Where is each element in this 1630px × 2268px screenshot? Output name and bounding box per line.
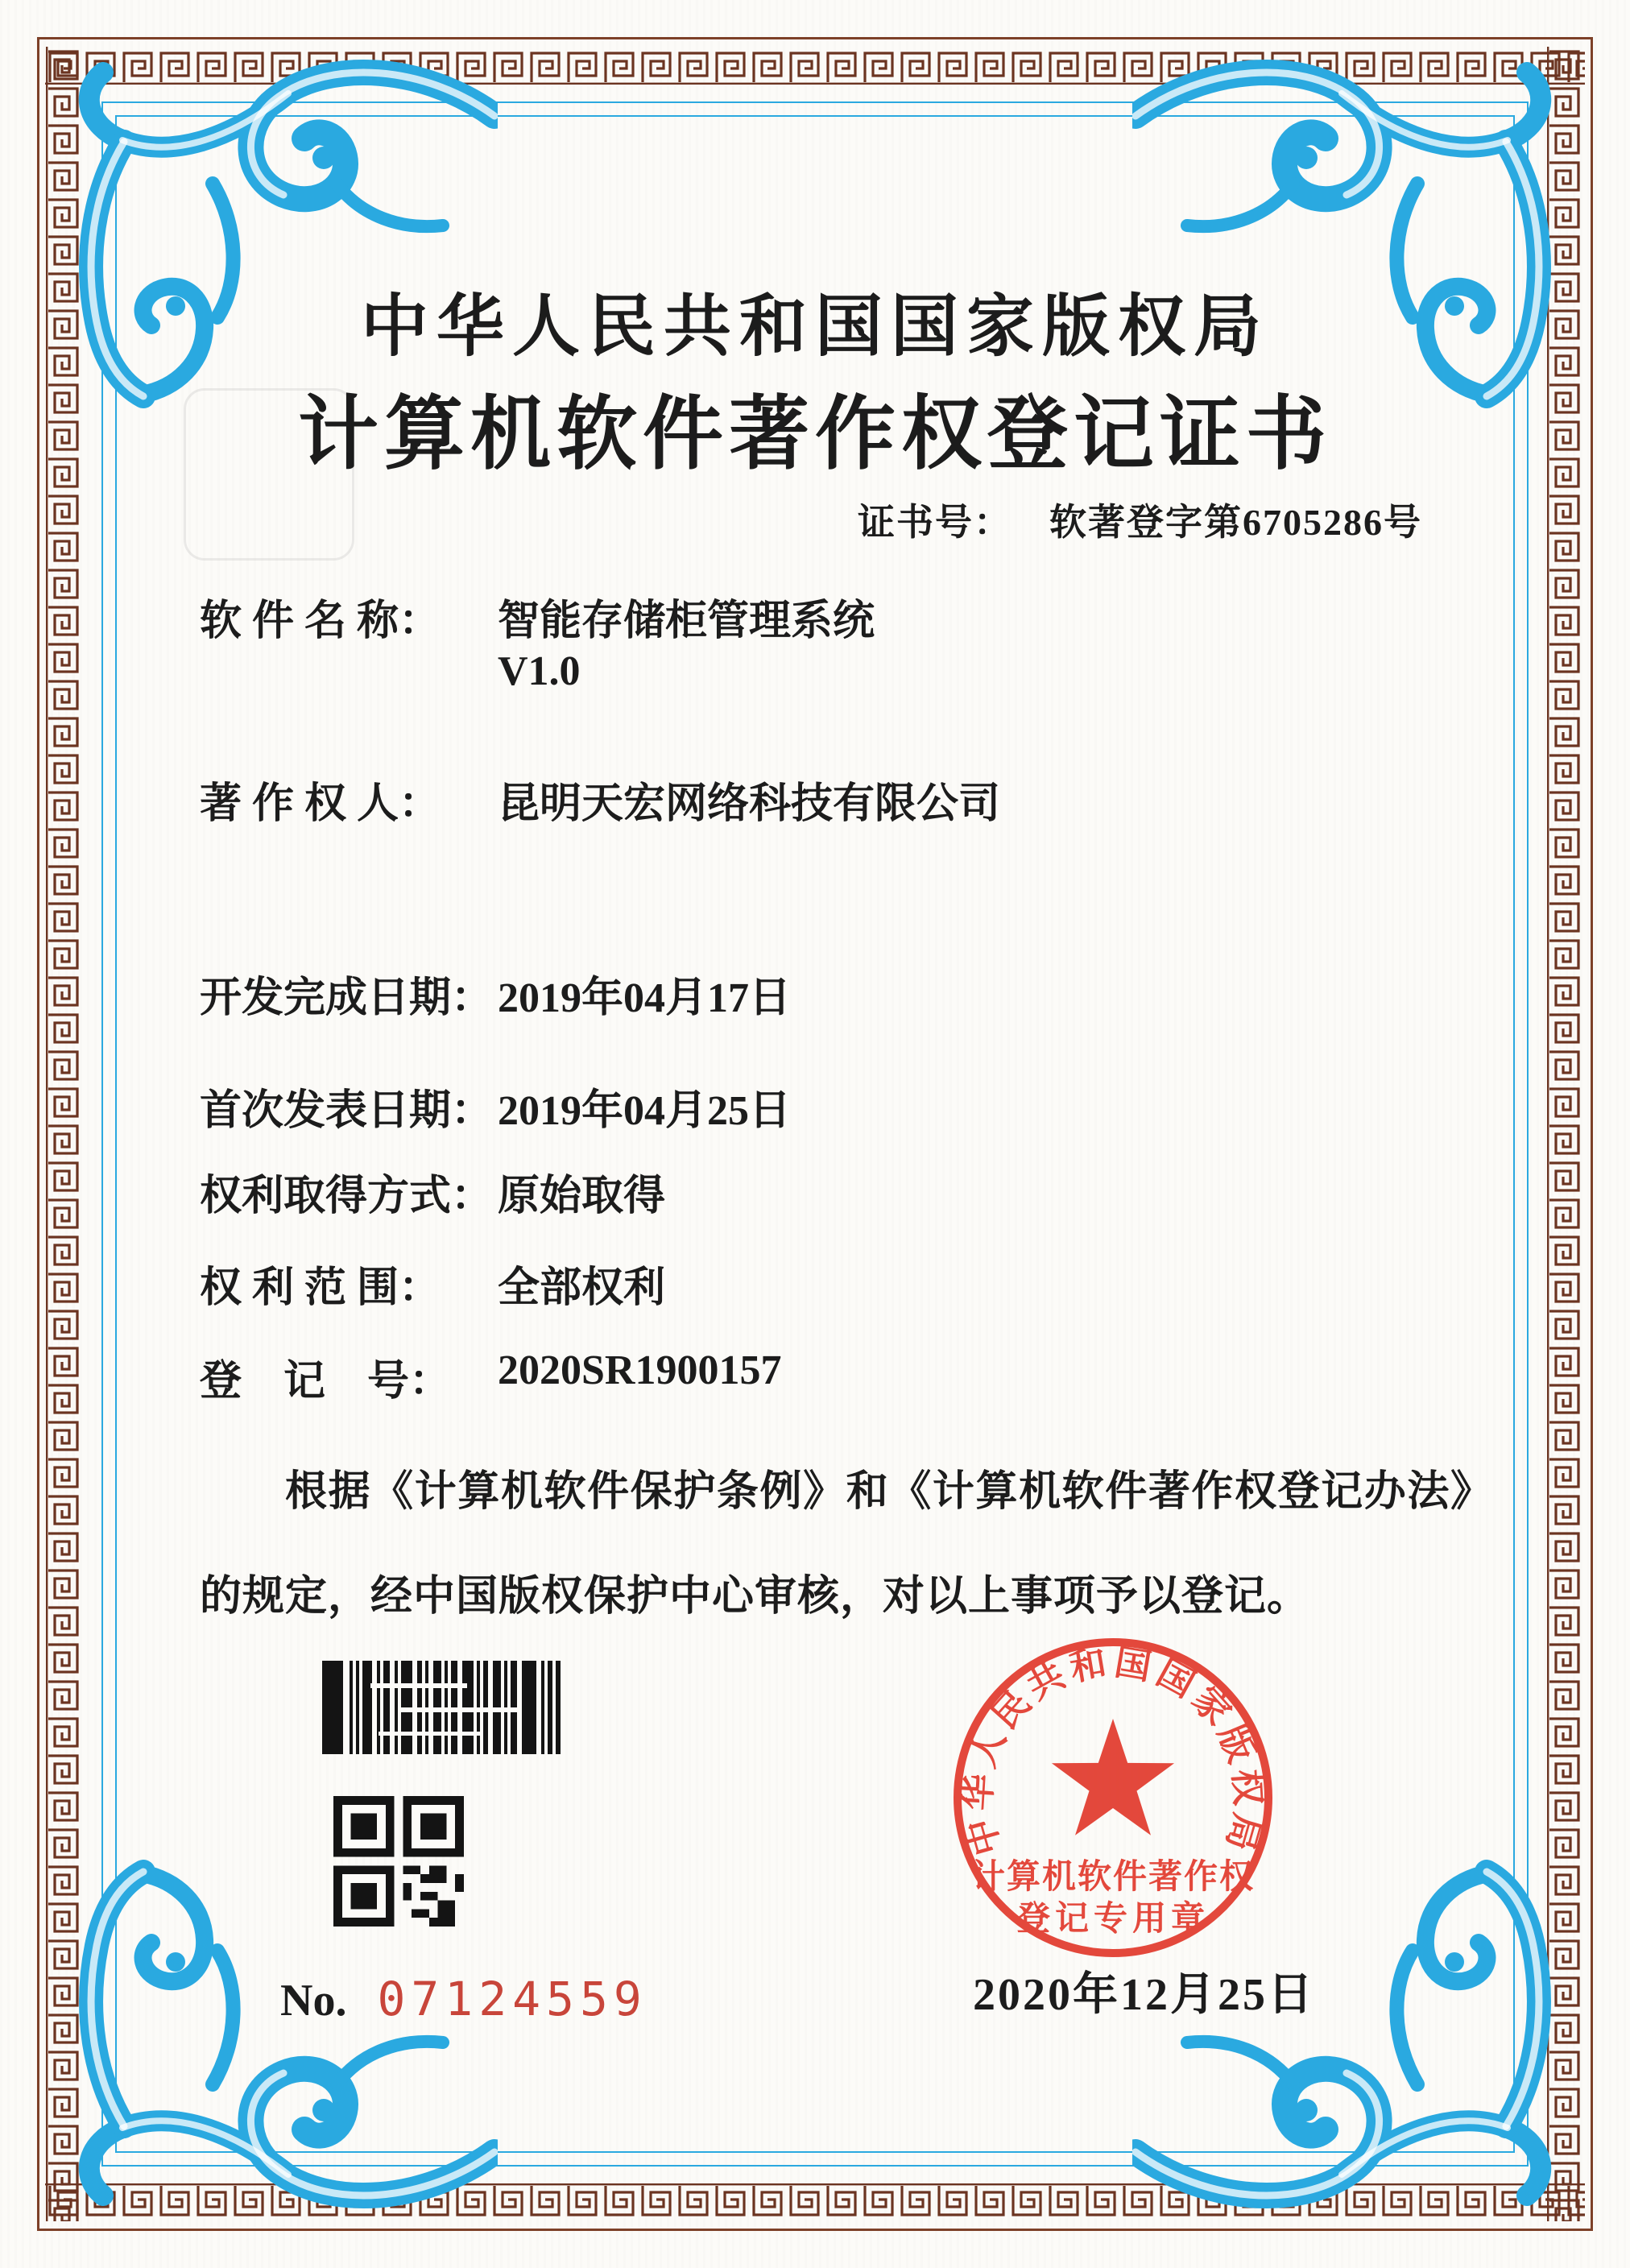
qr-code xyxy=(333,1796,464,1927)
field-value: 全部权利 xyxy=(498,1265,666,1311)
field-row-rights-acquisition xyxy=(0,1161,1630,1218)
seal-line1: 计算机软件著作权 xyxy=(970,1857,1256,1895)
field-value: 智能存储柜管理系统 xyxy=(498,598,875,644)
field-label: 登 记 号： xyxy=(200,1359,452,1405)
field-row-registration-number xyxy=(0,1347,1630,1403)
authority-title: 中华人民共和国国家版权局 xyxy=(360,290,1269,365)
issue-date: 2020年12月25日 xyxy=(973,1970,1315,2020)
field-label: 著 作 权 人： xyxy=(200,781,441,827)
field-row-dev-complete-date xyxy=(0,963,1630,1020)
certificate-number-label: 证书号： xyxy=(858,502,1012,543)
seal-star-icon xyxy=(1052,1719,1174,1836)
registration-statement: 根据《计算机软件保护条例》和《计算机软件著作权登记办法》的规定，经中国版权保护中心审核，对以上事项予以登记。 xyxy=(200,1469,1472,1620)
certificate-number-row xyxy=(858,493,1422,546)
field-row-first-publish-date xyxy=(0,1076,1630,1132)
field-value: 原始取得 xyxy=(498,1173,666,1219)
certificate-title: 计算机软件著作权登记证书 xyxy=(298,390,1332,479)
field-row-copyright-owner xyxy=(0,769,1630,826)
field-row-rights-scope xyxy=(0,1253,1630,1310)
seal-arc-text: 中华人民共和国国家版权局 xyxy=(956,1641,1270,1860)
field-value: 昆明天宏网络科技有限公司 xyxy=(498,781,1001,827)
serial-number: 07124559 xyxy=(377,1972,647,2026)
field-label: 软 件 名 称： xyxy=(200,598,441,644)
serial-prefix: No. xyxy=(280,1976,347,2026)
field-label: 开发完成日期： xyxy=(200,975,494,1021)
field-label: 首次发表日期： xyxy=(200,1088,494,1134)
field-value: 2020SR1900157 xyxy=(498,1347,782,1393)
seal-line2: 登记专用章 xyxy=(1016,1899,1210,1937)
field-label: 权利取得方式： xyxy=(200,1173,494,1219)
field-value: 2019年04月25日 xyxy=(498,1088,792,1134)
barcode xyxy=(322,1661,561,1754)
field-value-version: V1.0 xyxy=(498,648,581,694)
field-row-software-name xyxy=(0,586,1630,643)
field-label: 权 利 范 围： xyxy=(200,1265,441,1311)
official-seal xyxy=(944,1629,1282,1967)
certificate-number-value: 软著登字第6705286号 xyxy=(1049,502,1422,543)
serial-number-row xyxy=(280,1972,647,2026)
field-value: 2019年04月17日 xyxy=(498,975,792,1021)
field-row-software-version xyxy=(0,648,1630,704)
